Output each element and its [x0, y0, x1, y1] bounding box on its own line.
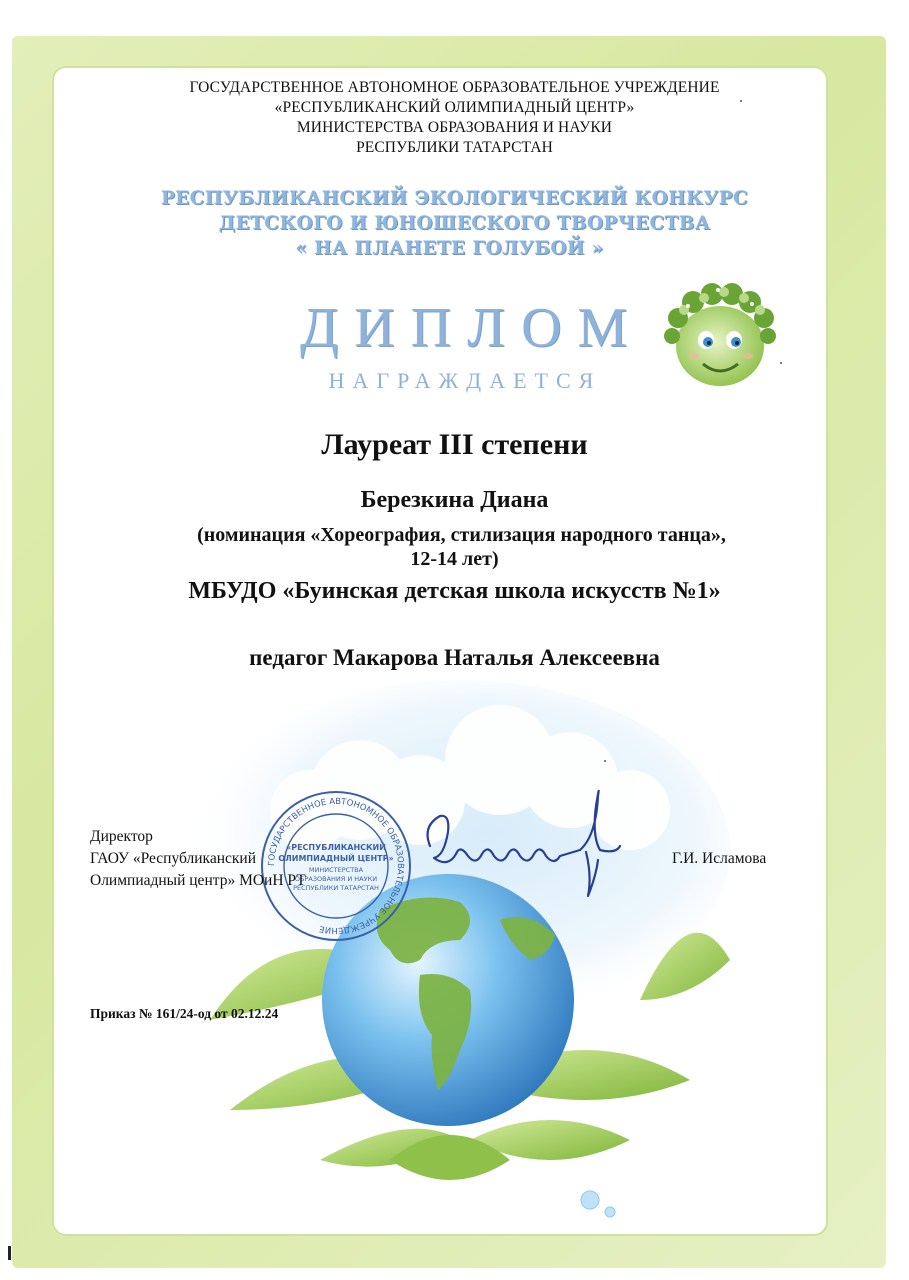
signatory-line: ГАОУ «Республиканский — [90, 850, 257, 867]
org-line: МИНИСТЕРСТВА ОБРАЗОВАНИЯ И НАУКИ — [296, 119, 613, 136]
diploma-heading: ДИПЛОМ — [300, 297, 644, 359]
contest-title — [0, 186, 909, 261]
signatory-line: Олимпиадный центр» МОиН РТ — [90, 872, 306, 889]
stamp-ring-text: ГОСУДАРСТВЕННОЕ АВТОНОМНОЕ ОБРАЗОВАТЕЛЬНОЕ УЧРЕЖДЕНИЕ — [266, 796, 406, 936]
stamp-text: «РЕСПУБЛИКАНСКИЙ — [286, 843, 386, 852]
mascot-face-icon — [648, 280, 788, 395]
order-reference: Приказ № 161/24-од от 02.12.24 — [90, 1006, 279, 1021]
stamp-text: РЕСПУБЛИКИ ТАТАРСТАН — [293, 884, 379, 892]
recipient-name: Березкина Диана — [360, 487, 549, 513]
director-signature — [420, 776, 630, 906]
signatory-name: Г.И. Исламова — [672, 850, 767, 867]
contest-line: ДЕТСКОГО И ЮНОШЕСКОГО ТВОРЧЕСТВА — [218, 213, 711, 234]
stamp-text: ОЛИМПИАДНЫЙ ЦЕНТР» — [278, 854, 394, 863]
org-line: ГОСУДАРСТВЕННОЕ АВТОНОМНОЕ ОБРАЗОВАТЕЛЬНОЕ УЧРЕЖДЕНИЕ — [189, 79, 720, 96]
globe-illustration — [170, 640, 730, 1230]
awarded-subheading: НАГРАЖДАЕТСЯ — [328, 368, 602, 393]
nomination — [0, 523, 909, 571]
laureate-degree: Лауреат III степени — [321, 428, 588, 461]
nomination-line: (номинация «Хореография, стилизация народного танца», — [197, 524, 726, 546]
scan-mark — [8, 1246, 11, 1260]
nomination-line: 12-14 лет) — [410, 548, 499, 570]
contest-line: « НА ПЛАНЕТЕ ГОЛУБОЙ » — [295, 238, 604, 259]
contest-line: РЕСПУБЛИКАНСКИЙ ЭКОЛОГИЧЕСКИЙ КОНКУРС — [160, 188, 749, 209]
scan-speck — [604, 760, 606, 762]
org-line: «РЕСПУБЛИКАНСКИЙ ОЛИМПИАДНЫЙ ЦЕНТР» — [274, 99, 635, 116]
teacher-name: педагог Макарова Наталья Алексеевна — [249, 645, 660, 670]
scan-speck — [780, 362, 782, 364]
stamp-text: ОБРАЗОВАНИЯ И НАУКИ — [294, 875, 378, 883]
org-line: РЕСПУБЛИКИ ТАТАРСТАН — [356, 139, 553, 156]
signatory-position — [90, 826, 306, 892]
school-name: МБУДО «Буинская детская школа искусств №1» — [188, 578, 721, 604]
issuing-organization — [0, 78, 909, 158]
signatory-line: Директор — [90, 828, 153, 845]
scan-speck — [740, 100, 742, 102]
stamp-text: МИНИСТЕРСТВА — [308, 866, 364, 874]
